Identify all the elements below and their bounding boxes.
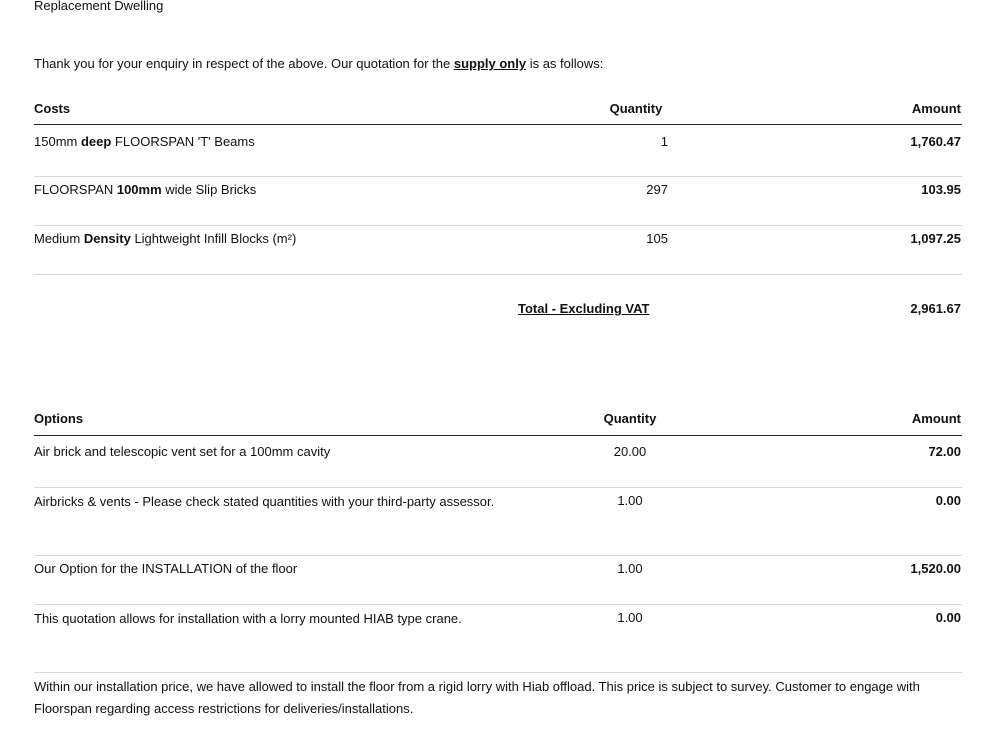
row-text: Medium [34, 231, 84, 246]
costs-header-rule [34, 124, 962, 125]
intro-after: is as follows: [526, 56, 604, 71]
options-header-item: Options [34, 411, 84, 426]
row-text-bold: 100mm [116, 182, 162, 197]
intro-text [34, 56, 603, 71]
row-text: 150mm [34, 134, 81, 149]
row-text-bold: Density [83, 231, 131, 246]
table-row [34, 231, 296, 246]
intro-emphasis: supply only [453, 56, 527, 71]
row-text: FLOORSPAN 'T' Beams [111, 134, 255, 149]
option-row-quantity: 1.00 [617, 610, 643, 625]
table-row [34, 134, 255, 149]
table-row [34, 182, 256, 197]
installation-note: Within our installation price, we have allowed to install the floor from a rigid lorry with Hiab offload. This price is subject to survey. Customer to engage with Floorspan regarding access restrictions for deliveries/installations. [34, 679, 920, 716]
options-header-rule [34, 435, 962, 436]
row-quantity: 1 [660, 134, 668, 149]
project-title: Replacement Dwelling [34, 0, 164, 13]
row-amount: 1,760.47 [910, 134, 961, 149]
option-row-amount: 0.00 [935, 493, 961, 508]
option-row-quantity: 20.00 [613, 444, 647, 459]
option-row-amount: 1,520.00 [910, 561, 961, 576]
row-quantity: 105 [646, 231, 668, 246]
option-row-label: Airbricks & vents - Please check stated quantities with your third-party assessor. [34, 494, 495, 509]
intro-before: Thank you for your enquiry in respect of the above. Our quotation for the [34, 56, 454, 71]
option-row-label: Air brick and telescopic vent set for a 100mm cavity [34, 444, 331, 459]
options-header-quantity: Quantity [603, 411, 657, 426]
row-divider [34, 555, 962, 556]
costs-header-item: Costs [34, 101, 71, 116]
row-quantity: 297 [646, 182, 668, 197]
row-text: FLOORSPAN [34, 182, 117, 197]
option-row-quantity: 1.00 [617, 493, 643, 508]
costs-header-amount: Amount [911, 101, 961, 116]
row-text: Lightweight Infill Blocks (m²) [130, 231, 297, 246]
option-row-amount: 72.00 [928, 444, 961, 459]
row-amount: 1,097.25 [910, 231, 961, 246]
options-header-amount: Amount [911, 411, 961, 426]
row-amount: 103.95 [921, 182, 961, 197]
row-divider [34, 672, 962, 673]
row-text-bold: deep [80, 134, 112, 149]
option-row-quantity: 1.00 [617, 561, 643, 576]
row-divider [34, 176, 962, 177]
row-text: wide Slip Bricks [161, 182, 257, 197]
total-label: Total - Excluding VAT [518, 301, 650, 316]
costs-header-quantity: Quantity [609, 101, 663, 116]
row-divider [34, 225, 962, 226]
option-row-amount: 0.00 [935, 610, 961, 625]
option-row-label: This quotation allows for installation with a lorry mounted HIAB type crane. [34, 611, 462, 626]
total-amount: 2,961.67 [910, 301, 961, 316]
row-divider [34, 487, 962, 488]
row-divider [34, 274, 962, 275]
option-row-label: Our Option for the INSTALLATION of the floor [34, 561, 298, 576]
row-divider [34, 604, 962, 605]
